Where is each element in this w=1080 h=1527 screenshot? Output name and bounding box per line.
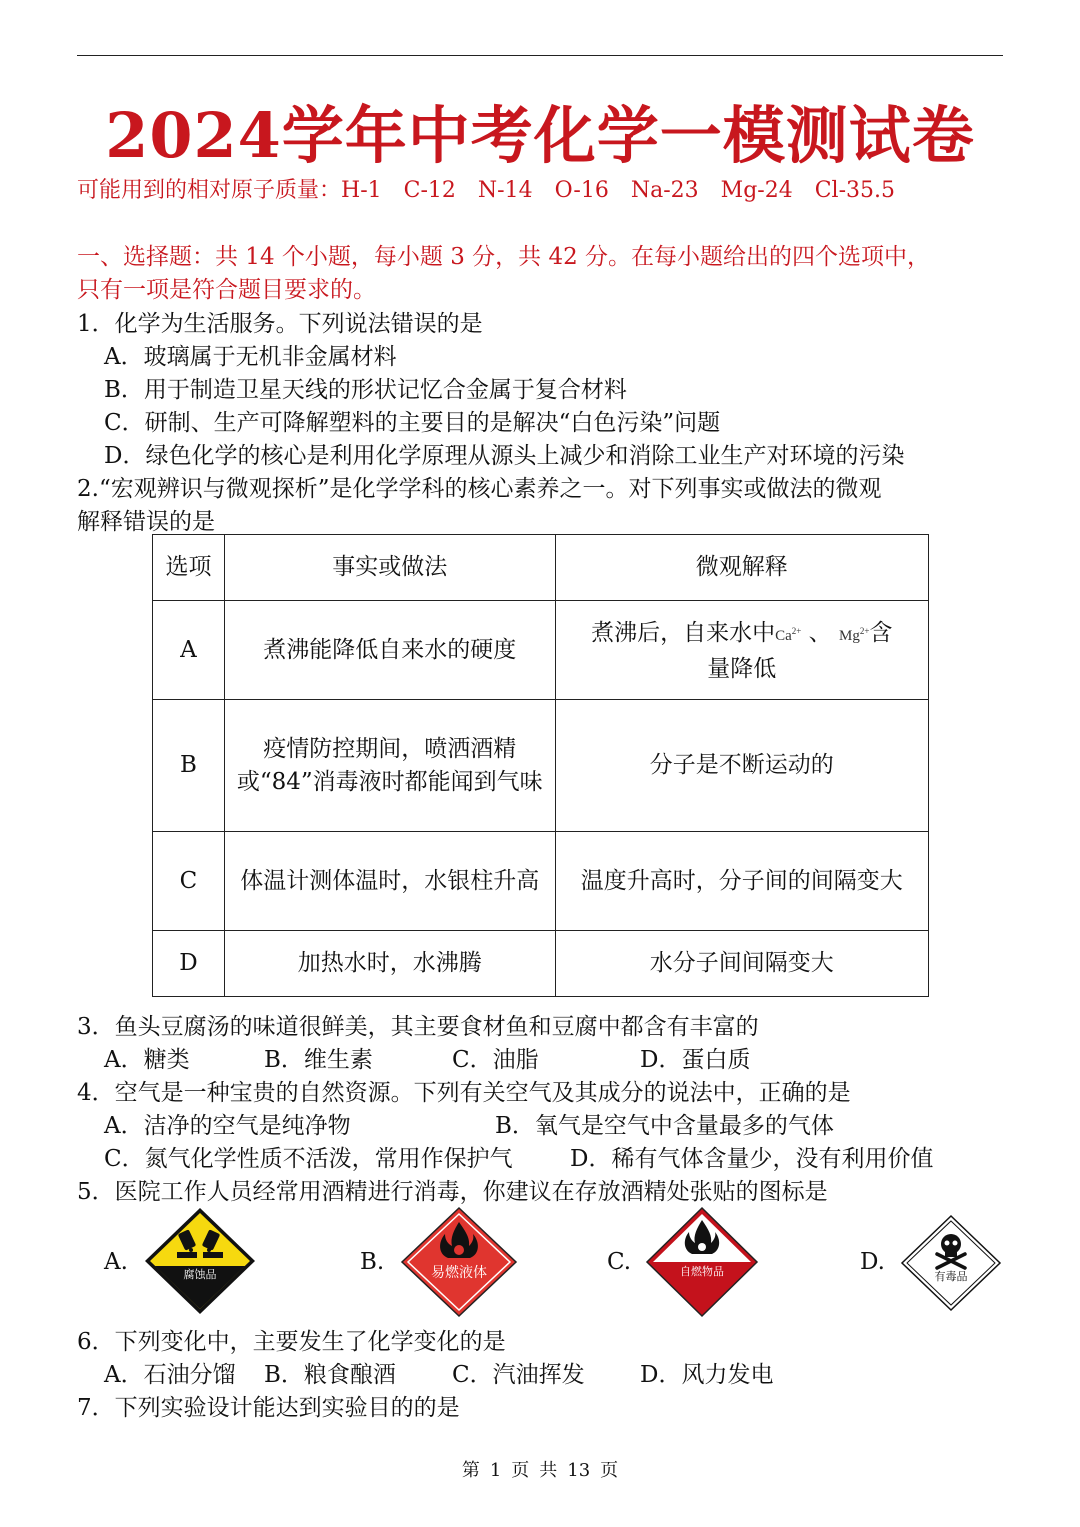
section1-heading-line1: 一、选择题：共 14 个小题，每小题 3 分，共 42 分。在每小题给出的四个选项中， bbox=[77, 244, 931, 270]
q4-stem: 4．空气是一种宝贵的自然资源。下列有关空气及其成分的说法中，正确的是 bbox=[77, 1080, 851, 1106]
row-key: A bbox=[153, 601, 225, 700]
explanation-text: 煮沸后，自来水中 bbox=[591, 619, 776, 646]
footer-text: 共 bbox=[539, 1460, 558, 1481]
q7-stem: 7．下列实验设计能达到实验目的的是 bbox=[77, 1395, 460, 1421]
magnesium-ion bbox=[838, 625, 870, 644]
atomic-mass-item: O-16 bbox=[554, 178, 609, 203]
ion-symbol: Ca bbox=[775, 627, 792, 644]
table-header-row bbox=[153, 535, 929, 601]
table-row bbox=[153, 931, 929, 997]
atomic-mass-item: N-14 bbox=[477, 178, 533, 203]
atomic-masses-label: 可能用到的相对原子质量： bbox=[77, 178, 342, 203]
q4-option-a: A．洁净的空气是纯净物 bbox=[104, 1113, 351, 1139]
row-fact: 体温计测体温时，水银柱升高 bbox=[224, 832, 555, 931]
header-option: 选项 bbox=[153, 535, 225, 601]
section1-heading-line2: 只有一项是符合题目要求的。 bbox=[77, 277, 376, 303]
row-fact: 煮沸能降低自来水的硬度 bbox=[224, 601, 555, 700]
q5-option-c-label: C. bbox=[607, 1249, 632, 1275]
explanation-text: 量降低 bbox=[707, 655, 777, 682]
footer-text: 页 bbox=[600, 1460, 619, 1481]
sign-text-toxic: 有毒品 bbox=[934, 1270, 968, 1283]
q6-stem: 6．下列变化中，主要发生了化学变化的是 bbox=[77, 1329, 506, 1355]
page-number: 1 bbox=[489, 1460, 502, 1481]
separator: 、 bbox=[808, 619, 832, 646]
page-footer bbox=[0, 1456, 1080, 1482]
table-row bbox=[153, 700, 929, 832]
q5-option-a-label: A. bbox=[104, 1249, 128, 1275]
q6-option-c: C．汽油挥发 bbox=[452, 1362, 585, 1388]
corrosive-sign-icon bbox=[143, 1206, 257, 1316]
footer-text: 页 bbox=[511, 1460, 530, 1481]
atomic-mass-item: Cl-35.5 bbox=[814, 178, 896, 203]
atomic-mass-item: H-1 bbox=[341, 178, 382, 203]
q3-option-b: B．维生素 bbox=[264, 1047, 373, 1073]
page-title: 2024学年中考化学一模测试卷 bbox=[105, 99, 975, 172]
q3-option-a: A．糖类 bbox=[104, 1047, 190, 1073]
explanation-text: 含 bbox=[869, 619, 893, 646]
atomic-mass-item: Na-23 bbox=[630, 178, 699, 203]
q6-option-d: D．风力发电 bbox=[640, 1362, 774, 1388]
q3-option-c: C．油脂 bbox=[452, 1047, 539, 1073]
table-row bbox=[153, 832, 929, 931]
row-key: C bbox=[153, 832, 225, 931]
footer-text: 第 bbox=[461, 1460, 480, 1481]
q4-option-d: D．稀有气体含量少，没有利用价值 bbox=[570, 1146, 934, 1172]
table-row bbox=[153, 601, 929, 700]
flammable-liquid-sign-icon bbox=[400, 1206, 518, 1318]
header-fact: 事实或做法 bbox=[224, 535, 555, 601]
q6-option-a: A．石油分馏 bbox=[104, 1362, 236, 1388]
q5-option-d-label: D. bbox=[860, 1249, 885, 1275]
q4-option-b: B．氧气是空气中含量最多的气体 bbox=[495, 1113, 834, 1139]
toxic-sign-icon bbox=[900, 1214, 1002, 1312]
q5-stem: 5．医院工作人员经常用酒精进行消毒，你建议在存放酒精处张贴的图标是 bbox=[77, 1179, 828, 1205]
q2-table bbox=[152, 534, 929, 997]
row-fact: 加热水时，水沸腾 bbox=[224, 931, 555, 997]
q3-stem: 3．鱼头豆腐汤的味道很鲜美，其主要食材鱼和豆腐中都含有丰富的 bbox=[77, 1014, 759, 1040]
sign-text-corrosive: 腐蚀品 bbox=[183, 1268, 217, 1281]
sign-text-spontaneous-combustion: 自燃物品 bbox=[680, 1265, 724, 1278]
row-explanation: 水分子间间隔变大 bbox=[555, 931, 928, 997]
q4-option-c: C．氮气化学性质不活泼，常用作保护气 bbox=[104, 1146, 513, 1172]
ion-symbol: Mg bbox=[838, 627, 860, 644]
q1-stem: 1．化学为生活服务。下列说法错误的是 bbox=[77, 311, 483, 337]
header-explanation: 微观解释 bbox=[555, 535, 928, 601]
sign-text-flammable-liquid: 易燃液体 bbox=[431, 1265, 487, 1281]
row-explanation: 分子是不断运动的 bbox=[555, 700, 928, 832]
q2-stem-line1: 2.“宏观辨识与微观探析”是化学学科的核心素养之一。对下列事实或做法的微观 bbox=[77, 476, 882, 502]
atomic-mass-item: C-12 bbox=[403, 178, 456, 203]
q1-option-a: A．玻璃属于无机非金属材料 bbox=[104, 344, 397, 370]
q1-option-c: C．研制、生产可降解塑料的主要目的是解决“白色污染”问题 bbox=[104, 410, 721, 436]
ion-charge: 2+ bbox=[791, 625, 802, 636]
ion-charge: 2+ bbox=[859, 625, 870, 636]
row-key: D bbox=[153, 931, 225, 997]
total-pages: 13 bbox=[567, 1460, 591, 1481]
spontaneous-combustion-sign-icon bbox=[645, 1206, 759, 1318]
q3-option-d: D．蛋白质 bbox=[640, 1047, 751, 1073]
q1-option-d: D．绿色化学的核心是利用化学原理从源头上减少和消除工业生产对环境的污染 bbox=[104, 443, 905, 469]
q2-stem-line2: 解释错误的是 bbox=[77, 509, 215, 535]
q6-option-b: B．粮食酿酒 bbox=[264, 1362, 396, 1388]
header-rule bbox=[77, 55, 1003, 56]
row-fact: 疫情防控期间，喷洒酒精或“84”消毒液时都能闻到气味 bbox=[224, 700, 555, 832]
atomic-masses bbox=[77, 173, 895, 204]
row-explanation: 温度升高时，分子间的间隔变大 bbox=[555, 832, 928, 931]
q1-option-b: B．用于制造卫星天线的形状记忆合金属于复合材料 bbox=[104, 377, 627, 403]
calcium-ion bbox=[775, 625, 802, 644]
q5-option-b-label: B. bbox=[360, 1249, 385, 1275]
atomic-mass-item: Mg-24 bbox=[720, 178, 793, 203]
row-key: B bbox=[153, 700, 225, 832]
row-explanation bbox=[555, 601, 928, 700]
